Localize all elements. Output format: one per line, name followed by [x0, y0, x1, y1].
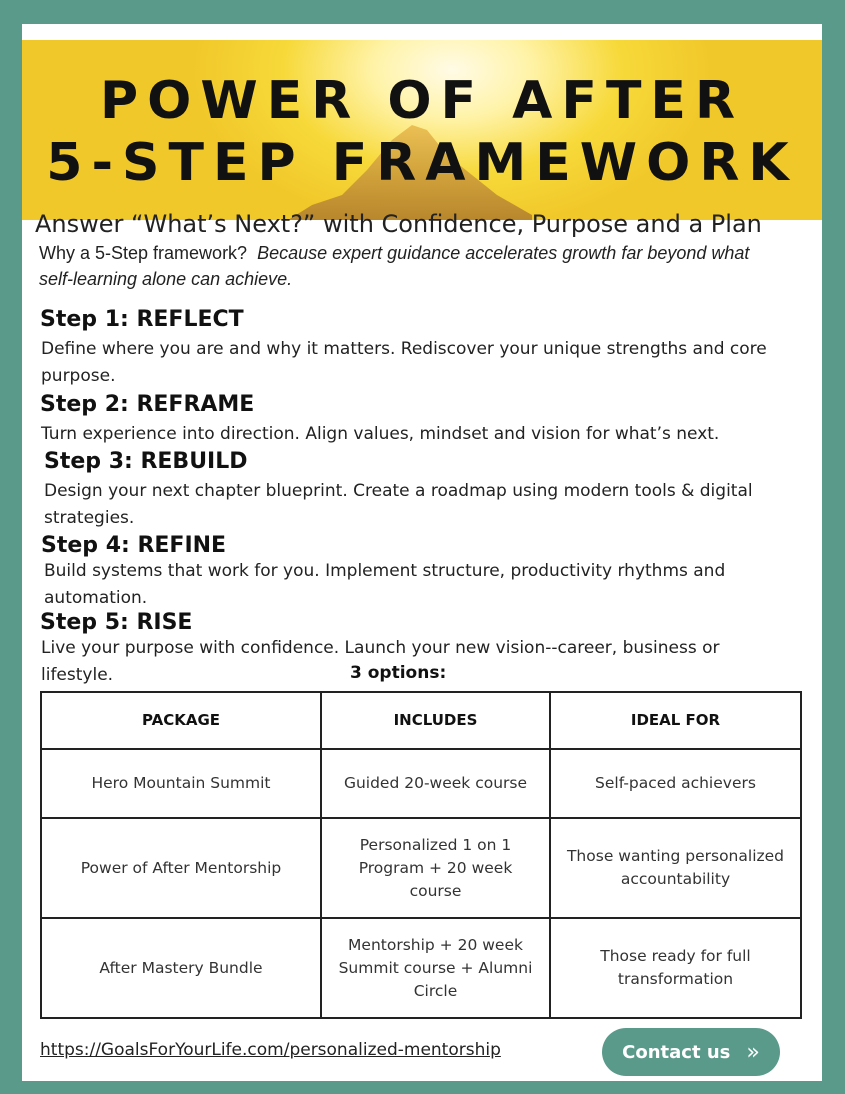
why-question: Why a 5-Step framework? [39, 243, 248, 263]
step-5-description: Live your purpose with confidence. Launch your new vision--career, business or lifestyle. [41, 638, 720, 685]
step-1-description: Define where you are and why it matters. Rediscover your unique strengths and core purpose. [41, 339, 767, 386]
header-package: PACKAGE [41, 692, 321, 749]
step-3-description: Design your next chapter blueprint. Create a roadmap using modern tools & digital strategies. [44, 481, 753, 528]
package-ideal-for: Self-paced achievers [550, 749, 801, 818]
step-3-title: Step 3: REBUILD [44, 449, 248, 474]
package-includes: Mentorship + 20 week Summit course + Alumni Circle [321, 918, 550, 1018]
contact-us-button[interactable] [602, 1028, 780, 1076]
header-ideal-for: IDEAL FOR [550, 692, 801, 749]
package-ideal-for: Those ready for full transformation [550, 918, 801, 1018]
package-name: Hero Mountain Summit [41, 749, 321, 818]
step-4-description: Build systems that work for you. Implement structure, productivity rhythms and automation. [44, 561, 726, 608]
package-includes: Personalized 1 on 1 Program + 20 week course [321, 818, 550, 918]
table-row [41, 818, 801, 918]
table-header-row [41, 692, 801, 749]
banner [22, 40, 822, 220]
why-answer: Because expert guidance accelerates growth far beyond what self-learning alone can achieve. [39, 243, 750, 289]
banner-title [22, 70, 822, 194]
table-row [41, 918, 801, 1018]
step-2-description: Turn experience into direction. Align values, mindset and vision for what’s next. [41, 424, 720, 444]
contact-us-label: Contact us [622, 1041, 731, 1063]
step-1-title: Step 1: REFLECT [40, 307, 244, 332]
options-label: 3 options: [350, 663, 447, 683]
package-name: After Mastery Bundle [41, 918, 321, 1018]
package-includes: Guided 20-week course [321, 749, 550, 818]
package-name: Power of After Mentorship [41, 818, 321, 918]
banner-title-line-2: 5-STEP FRAMEWORK [46, 133, 798, 193]
flyer-page [22, 24, 822, 1081]
banner-title-line-1: POWER OF AFTER [100, 71, 744, 131]
mentorship-link[interactable]: https://GoalsForYourLife.com/personalized-mentorship [40, 1040, 501, 1060]
table-row [41, 749, 801, 818]
step-4-title: Step 4: REFINE [41, 533, 227, 558]
package-ideal-for: Those wanting personalized accountability [550, 818, 801, 918]
double-chevron-right-icon: » [746, 1039, 760, 1065]
step-2-title: Step 2: REFRAME [40, 392, 255, 417]
subtitle: Answer “What’s Next?” with Confidence, Purpose and a Plan [35, 210, 762, 238]
header-includes: INCLUDES [321, 692, 550, 749]
why-framework [39, 240, 779, 292]
step-5-title: Step 5: RISE [40, 610, 193, 635]
packages-table [40, 691, 802, 1019]
